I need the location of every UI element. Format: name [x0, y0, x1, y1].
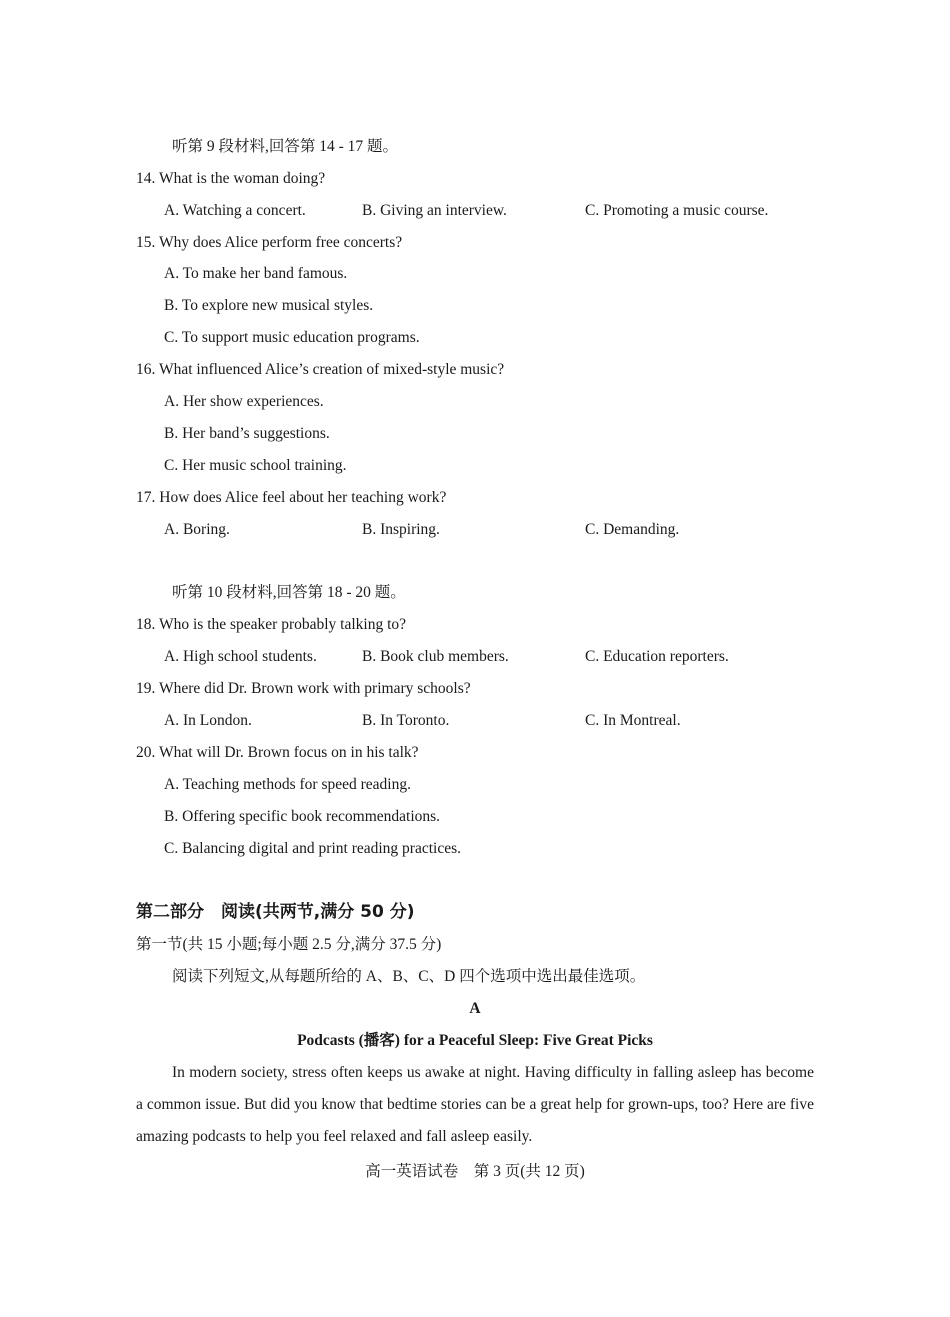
question-stem: 18. Who is the speaker probably talking to?: [136, 616, 407, 633]
passage-label: A: [469, 1000, 481, 1017]
option-b: B. To explore new musical styles.: [164, 297, 374, 314]
page-footer: 高一英语试卷 第 3 页(共 12 页): [365, 1163, 585, 1180]
option-c: C. Promoting a music course.: [585, 202, 769, 219]
section-title: 第一节(共 15 小题;每小题 2.5 分,满分 37.5 分): [136, 936, 442, 953]
option-c: C. Education reporters.: [585, 648, 729, 665]
question-stem: 16. What influenced Alice’s creation of mixed-style music?: [136, 361, 505, 378]
option-a: A. High school students.: [164, 648, 317, 665]
listening-section-heading: 听第 10 段材料,回答第 18 - 20 题。: [172, 584, 406, 601]
option-a: A. To make her band famous.: [164, 265, 348, 282]
question-stem: 15. Why does Alice perform free concerts?: [136, 234, 403, 251]
option-c: C. In Montreal.: [585, 712, 681, 729]
option-a: A. Boring.: [164, 521, 230, 538]
question-stem: 17. How does Alice feel about her teaching work?: [136, 489, 447, 506]
question-stem: 14. What is the woman doing?: [136, 170, 326, 187]
passage-title: Podcasts (播客) for a Peaceful Sleep: Five Great Picks: [297, 1032, 653, 1049]
option-c: C. Balancing digital and print reading practices.: [164, 840, 461, 857]
option-c: C. To support music education programs.: [164, 329, 420, 346]
paragraph-text: In modern society, stress often keeps us awake at night. Having difficulty in falling asleep has become a common issue. But did you know that bedtime stories can be a great help for grown-ups, too? Here are five amazing podcasts to help you feel relaxed and fall asleep easily.: [136, 1064, 814, 1145]
option-b: B. Her band’s suggestions.: [164, 425, 330, 442]
instruction: 阅读下列短文,从每题所给的 A、B、C、D 四个选项中选出最佳选项。: [172, 968, 646, 985]
option-b: B. Inspiring.: [362, 521, 440, 538]
option-a: A. Watching a concert.: [164, 202, 306, 219]
option-b: B. Offering specific book recommendations.: [164, 808, 441, 825]
part-title: 第二部分 阅读(共两节,满分 50 分): [136, 902, 415, 922]
question-stem: 20. What will Dr. Brown focus on in his talk?: [136, 744, 419, 761]
option-a: A. Teaching methods for speed reading.: [164, 776, 411, 793]
option-a: A. In London.: [164, 712, 252, 729]
listening-section-heading: 听第 9 段材料,回答第 14 - 17 题。: [172, 138, 399, 155]
passage-paragraph: [136, 1057, 814, 1153]
option-b: B. Book club members.: [362, 648, 509, 665]
option-c: C. Her music school training.: [164, 457, 347, 474]
question-stem: 19. Where did Dr. Brown work with primary schools?: [136, 680, 471, 697]
option-c: C. Demanding.: [585, 521, 680, 538]
option-a: A. Her show experiences.: [164, 393, 324, 410]
option-b: B. Giving an interview.: [362, 202, 507, 219]
option-b: B. In Toronto.: [362, 712, 450, 729]
